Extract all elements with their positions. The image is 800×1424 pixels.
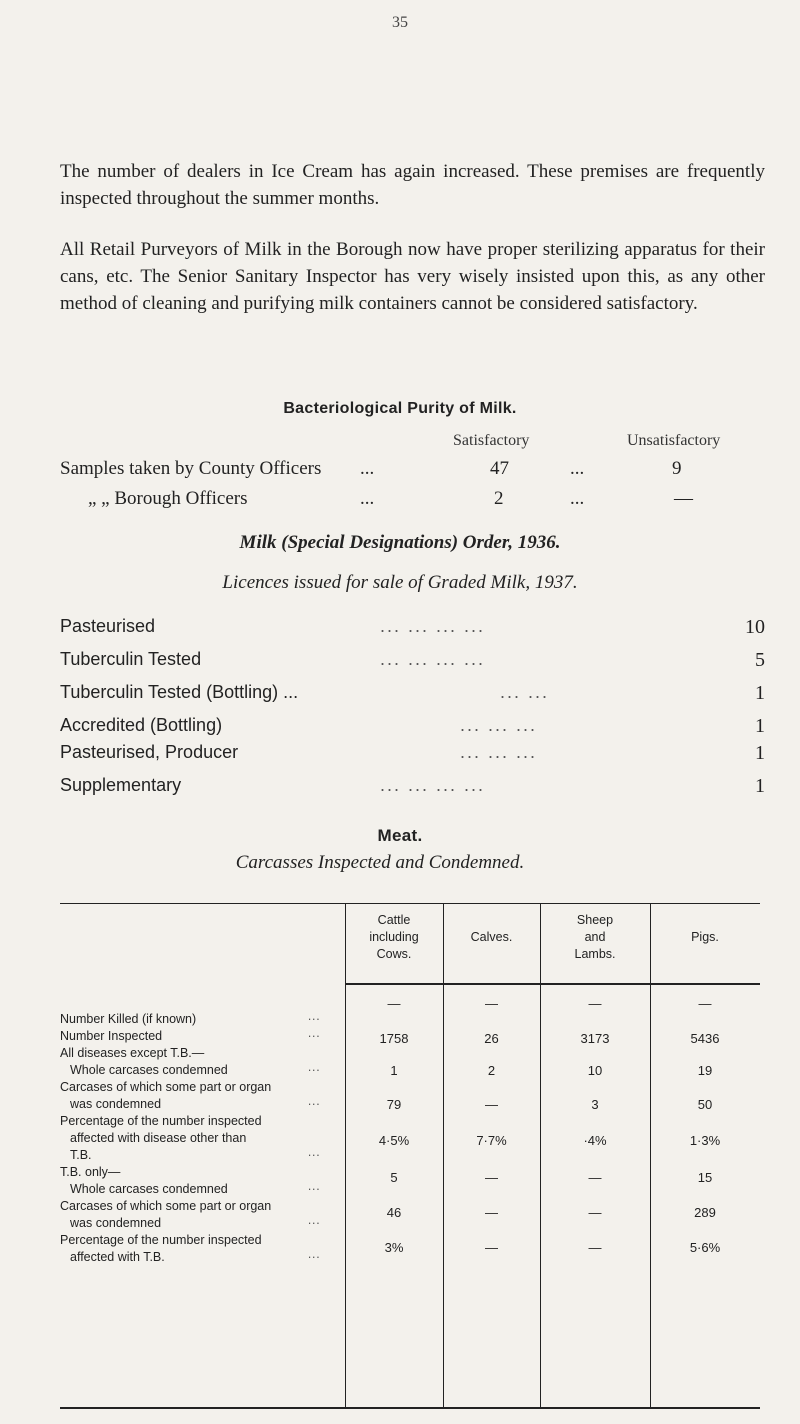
table-cell: — xyxy=(485,1240,498,1255)
row-label-dots: ··· xyxy=(307,1029,320,1043)
table-col-divider xyxy=(540,903,541,1407)
licence-dots: ... ... xyxy=(500,682,550,702)
row-label-text: Percentage of the number inspected xyxy=(60,1233,262,1247)
row-label-dots: ··· xyxy=(307,1182,320,1196)
licence-count: 1 xyxy=(755,682,765,704)
row-label-all-diseases xyxy=(60,1045,320,1079)
table-cell: — xyxy=(698,996,712,1011)
table-cell: — xyxy=(588,1170,602,1185)
licence-count: 1 xyxy=(755,742,765,764)
col-head-calves xyxy=(443,929,540,946)
table-cell: 19 xyxy=(697,1063,713,1078)
table-cell: 289 xyxy=(694,1205,716,1220)
milk-order-heading: Milk (Special Designations) Order, 1936. xyxy=(239,532,561,553)
licence-dots: ... ... ... xyxy=(460,742,538,762)
row-label-text: All diseases except T.B.— xyxy=(60,1046,205,1060)
row-label-tb-whole xyxy=(60,1164,320,1198)
licence-dots: ... ... ... ... xyxy=(380,775,486,795)
purity-row-dots: ... xyxy=(360,488,375,509)
table-col-divider xyxy=(345,903,346,1407)
row-label-part-condemned xyxy=(60,1079,320,1113)
licence-dots: ... ... ... ... xyxy=(380,616,486,636)
purity-row-dots: ... xyxy=(360,458,375,479)
licence-count: 1 xyxy=(755,715,765,737)
licence-row xyxy=(60,715,765,741)
row-label-tb-percentage xyxy=(60,1232,320,1266)
table-cell: — xyxy=(485,1205,498,1220)
col-head-cattle xyxy=(345,912,443,963)
row-label-dots: ··· xyxy=(307,1097,320,1111)
carcasses-subheading: Carcasses Inspected and Condemned. xyxy=(235,852,525,873)
table-cell: 7·7% xyxy=(476,1133,507,1148)
licence-label: Tuberculin Tested xyxy=(60,649,202,669)
table-cell: 50 xyxy=(697,1097,713,1112)
table-cell: 79 xyxy=(386,1097,402,1112)
table-cell: 5436 xyxy=(690,1031,720,1046)
table-col-divider xyxy=(650,903,651,1407)
row-label-tb-part xyxy=(60,1198,320,1232)
table-cell: 26 xyxy=(484,1031,499,1046)
paragraph-milk-purveyors: All Retail Purveyors of Milk in the Borough now have proper sterilizing apparatus for their cans, etc. The Senior Sanitary Inspector has very wisely insisted upon this, as any other method of cleaning and purifying milk containers cannot be considered satisfactory. xyxy=(60,239,765,314)
col-head-line: Pigs. xyxy=(691,930,719,944)
table-cell: 1 xyxy=(390,1063,398,1078)
col-head-line: including xyxy=(369,930,419,944)
row-label-text: T.B. only— xyxy=(60,1165,121,1179)
col-unsatisfactory: Unsatisfactory xyxy=(627,432,721,449)
table-cell: 10 xyxy=(587,1063,603,1078)
table-cell: 3 xyxy=(591,1097,599,1112)
col-head-line: and xyxy=(584,930,606,944)
row-label-dots: ··· xyxy=(307,1063,320,1077)
row-label-percentage-other xyxy=(60,1113,320,1164)
table-cell: — xyxy=(485,1170,498,1185)
licence-row xyxy=(60,682,765,708)
purity-row-label: „ „ Borough Officers xyxy=(88,488,248,509)
purity-row-satisfactory: 2 xyxy=(494,488,504,509)
table-cell: ·4% xyxy=(583,1133,607,1148)
bacteriological-heading: Bacteriological Purity of Milk. xyxy=(283,400,517,417)
purity-row-unsatisfactory: 9 xyxy=(672,458,682,479)
table-cell: — xyxy=(588,1205,602,1220)
row-label-dots: ··· xyxy=(307,1216,320,1230)
table-cell: — xyxy=(485,1097,498,1112)
table-cell: 5 xyxy=(390,1170,398,1185)
table-cell: 3173 xyxy=(580,1031,610,1046)
page-number: 35 xyxy=(392,14,408,31)
licences-subheading: Licences issued for sale of Graded Milk, 1937. xyxy=(222,572,578,593)
table-cell: 46 xyxy=(386,1205,402,1220)
table-cell: 1·3% xyxy=(689,1133,721,1148)
licence-row xyxy=(60,616,765,642)
row-label-dots: ··· xyxy=(307,1148,320,1162)
licence-row xyxy=(60,775,765,801)
row-label-text: Whole carcases condemned xyxy=(70,1182,228,1196)
table-cell: 5·6% xyxy=(689,1240,721,1255)
purity-row-dots: ... xyxy=(570,458,585,479)
licence-count: 10 xyxy=(745,616,765,638)
row-label-text: T.B. xyxy=(70,1148,92,1162)
licence-dots: ... ... ... xyxy=(460,715,538,735)
licence-label: Accredited (Bottling) xyxy=(60,715,223,735)
table-cell: — xyxy=(485,996,498,1011)
purity-row-unsatisfactory: — xyxy=(674,488,693,509)
row-label-dots: ··· xyxy=(307,1012,320,1026)
row-label-number-inspected xyxy=(60,1028,320,1045)
purity-row-label: Samples taken by County Officers xyxy=(60,458,322,479)
row-label-text: affected with disease other than xyxy=(70,1131,247,1145)
table-cell: — xyxy=(588,996,602,1011)
row-label-text: Number Killed (if known) xyxy=(60,1012,197,1026)
row-label-number-killed xyxy=(60,1011,320,1028)
licence-row xyxy=(60,742,765,768)
table-cell: — xyxy=(588,1240,602,1255)
paragraph-ice-cream: The number of dealers in Ice Cream has again increased. These premises are frequently inspected throughout the summer months. xyxy=(60,161,765,209)
table-bottom-rule xyxy=(60,1407,760,1409)
col-head-sheep xyxy=(540,912,650,963)
table-cell: — xyxy=(387,996,401,1011)
licence-row xyxy=(60,649,765,675)
purity-row-satisfactory: 47 xyxy=(490,458,509,479)
purity-row-county xyxy=(60,458,765,484)
row-label-text: Whole carcases condemned xyxy=(70,1063,228,1077)
table-col-divider xyxy=(443,903,444,1407)
row-label-text: Percentage of the number inspected xyxy=(60,1114,262,1128)
licence-label: Supplementary xyxy=(60,775,182,795)
table-header-rule xyxy=(345,983,760,985)
row-label-text: was condemned xyxy=(70,1097,162,1111)
row-label-dots: ··· xyxy=(307,1250,320,1264)
col-head-line: Lambs. xyxy=(574,947,616,961)
licence-label: Tuberculin Tested (Bottling) ... xyxy=(60,682,299,702)
table-cell: 1758 xyxy=(379,1031,409,1046)
licence-label: Pasteurised xyxy=(60,616,156,636)
col-head-line: Cows. xyxy=(376,947,412,961)
table-top-rule xyxy=(60,903,760,904)
licence-count: 1 xyxy=(755,775,765,797)
col-head-line: Sheep xyxy=(576,913,614,927)
table-cell: 3% xyxy=(384,1240,404,1255)
row-label-text: Number Inspected xyxy=(60,1029,163,1043)
row-label-text: Carcases of which some part or organ xyxy=(60,1199,272,1213)
row-label-text: affected with T.B. xyxy=(70,1250,165,1264)
table-cell: 4·5% xyxy=(378,1133,410,1148)
licence-dots: ... ... ... ... xyxy=(380,649,486,669)
col-head-pigs xyxy=(650,929,760,946)
col-satisfactory: Satisfactory xyxy=(453,432,530,449)
col-head-line: Calves. xyxy=(470,930,513,944)
licence-count: 5 xyxy=(755,649,765,671)
col-head-line: Cattle xyxy=(377,913,411,927)
row-label-text: Carcases of which some part or organ xyxy=(60,1080,272,1094)
row-label-text: was condemned xyxy=(70,1216,162,1230)
licence-label: Pasteurised, Producer xyxy=(60,742,239,762)
purity-row-borough xyxy=(60,488,765,514)
purity-row-dots: ... xyxy=(570,488,585,509)
table-cell: 15 xyxy=(697,1170,713,1185)
table-cell: 2 xyxy=(487,1063,496,1078)
meat-heading: Meat. xyxy=(377,826,423,845)
